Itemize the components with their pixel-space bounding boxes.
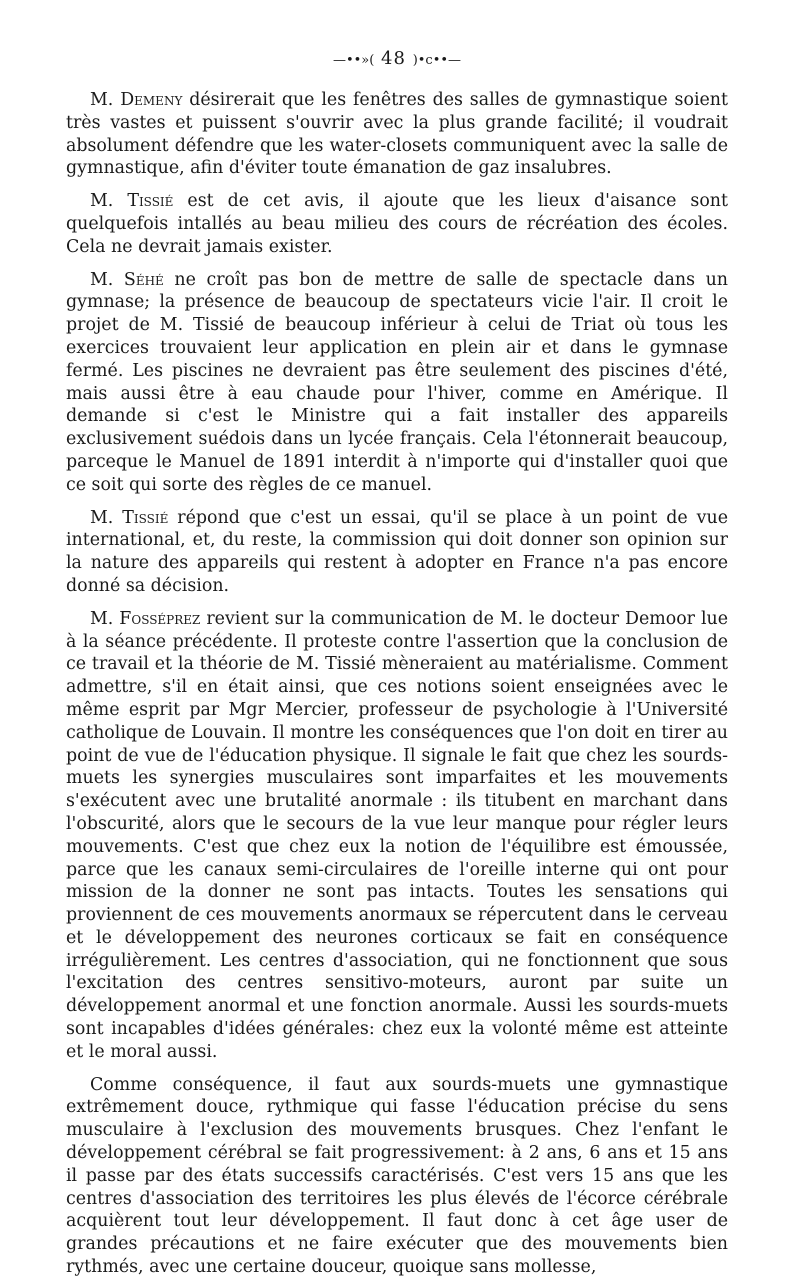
paragraph-tissie-1 (66, 190, 728, 258)
paragraph-text: ne croît pas bon de mettre de salle de spectacle dans un gymnase; la présence de beaucoup de spectateurs vicie l'air. Il croit le projet de M. Tissié de beaucoup inférieur à celui de Triat où tous les exercices trouvaient leur application en plein air et dans le gymnase fermé. Les piscines ne devraient pas être seulement des piscines d'été, mais aussi être à eau chaude pour l'hiver, comme en Amérique. Il demande si c'est le Ministre qui a fait installer des appareils exclusivement suédois dans un lycée français. Cela l'étonnerait beaucoup, parceque le Manuel de 1891 interdit à n'importe qui d'installer quoi que ce soit qui sorte des règles de ce manuel. (66, 269, 729, 495)
page-number: 48 (381, 48, 406, 69)
paragraph-demeny (66, 89, 728, 180)
paragraph-fosseprez (66, 608, 728, 1064)
speaker-name: M. Demeny (90, 90, 183, 110)
paragraph-text: désirerait que les fenêtres des salles de gymnastique soient très vastes et puissent s'ouvrir avec la plus grande facilité; il voudrait absolument défendre que les water-closets communiquent avec la salle de gymnastique, afin d'éviter toute émanation de gaz insalubres. (66, 90, 728, 179)
header-ornament-left: —••»( (332, 53, 375, 68)
speaker-name: M. Fosséprez (90, 608, 201, 629)
paragraph-text: répond que c'est un essai, qu'il se place à un point de vue international, et, du reste, la commission qui doit donner son opinion sur la nature des appareils qui restent à adopter en France n'a pas encore donné sa décision. (66, 507, 728, 596)
page-header (66, 48, 728, 69)
paragraph-consequence (66, 1074, 728, 1279)
speaker-name: M. Tissié (90, 191, 174, 212)
paragraph-sehe (66, 269, 728, 497)
paragraph-tissie-2 (66, 507, 728, 598)
paragraph-text: est de cet avis, il ajoute que les lieux d'aisance sont quelquefois intallés au beau milieu des cours de récréation des écoles. Cela ne devrait jamais exister. (66, 191, 728, 257)
speaker-name: M. Tissié (90, 507, 169, 528)
speaker-name: M. Séhé (90, 269, 164, 290)
header-ornament-right: )•c••— (412, 53, 462, 68)
paragraph-text: revient sur la communication de M. le docteur Demoor lue à la séance précédente. Il proteste contre l'assertion que la conclusion de ce travail et la théorie de M. Tissié mèneraient au matérialisme. Comment admettre, s'il en était ainsi, que ces notions soient enseignées avec le même esprit par Mgr Mercier, professeur de psychologie à l'Université catholique de Louvain. Il montre les conséquences que l'on doit en tirer au point de vue de l'éducation physique. Il signale le fait que chez les sourds-muets les synergies musculaires sont imparfaites et les mouvements s'exécutent avec une brutalité anormale : ils titubent en marchant dans l'obscurité, alors que le secours de la vue leur manque pour régler leurs mouvements. C'est que chez eux la notion de l'équilibre est émoussée, parce que les canaux semi-circulaires de l'oreille interne qui ont pour mission de la donner ne sont pas intacts. Toutes les sensations qui proviennent de ces mouvements anormaux se répercutent dans le cerveau et le développement des neurones corticaux se fait en conséquence irrégulièrement. Les centres d'association, qui ne fonctionnent que sous l'excitation des centres sensitivo-moteurs, auront par suite un développement anormal et une fonction anormale. Aussi les sourds-muets sont incapables d'idées générales: chez eux la volonté même est atteinte et le moral aussi. (66, 608, 728, 1062)
paragraph-text: Comme conséquence, il faut aux sourds-muets une gymnastique extrêmement douce, rythmique qui fasse l'éducation précise du sens musculaire à l'exclusion des mouvements brusques. Chez l'enfant le développement cérébral se fait progressivement: à 2 ans, 6 ans et 15 ans il passe par des états successifs caractérisés. C'est vers 15 ans que les centres d'association des territoires les plus élevés de l'écorce cérébrale acquièrent tout leur développement. Il faut donc à cet âge user de grandes précautions et ne faire exécuter que des mouvements bien rythmés, avec une certaine douceur, quoique sans mollesse, (66, 1074, 728, 1278)
